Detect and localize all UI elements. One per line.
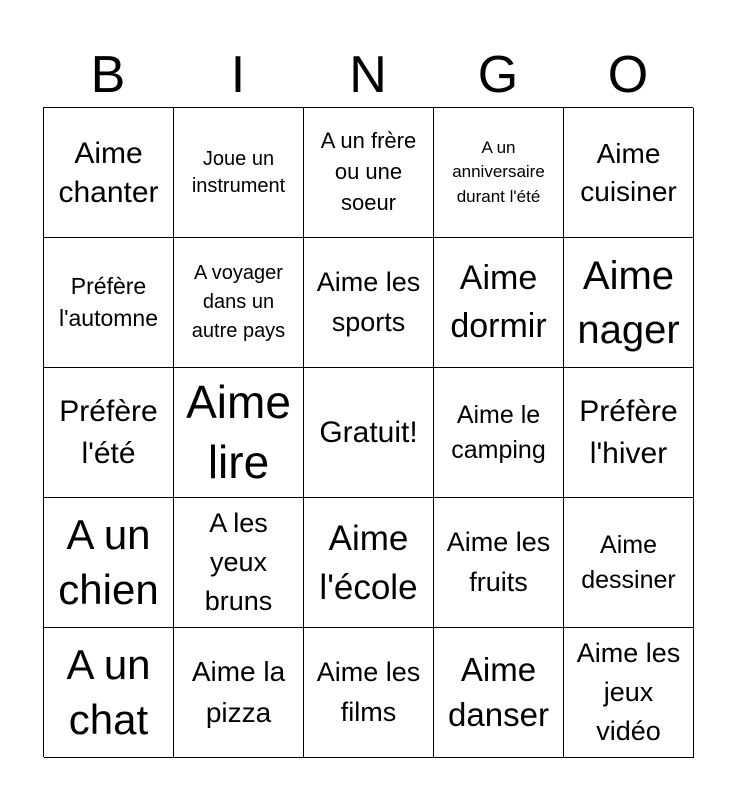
bingo-cell[interactable]: [434, 368, 564, 498]
bingo-cell-text: Gratuit!: [319, 416, 418, 449]
bingo-cell[interactable]: [304, 238, 434, 368]
bingo-cell[interactable]: [174, 628, 304, 758]
bingo-cell-text: A les yeux bruns: [204, 507, 273, 617]
bingo-cell[interactable]: [434, 628, 564, 758]
bingo-cell[interactable]: [434, 108, 564, 238]
bingo-cell-text: Aime lire: [186, 375, 291, 488]
bingo-cell[interactable]: [44, 498, 174, 628]
bingo-cell-text: Aime danser: [448, 650, 549, 733]
header-letter-n: N: [349, 46, 387, 104]
bingo-cell-text: Aime le camping: [451, 400, 546, 464]
bingo-cell[interactable]: [304, 108, 434, 238]
bingo-cell-text: Aime chanter: [58, 136, 159, 209]
header-letter-b: B: [90, 46, 126, 104]
bingo-cell[interactable]: [174, 238, 304, 368]
bingo-cell-text: Aime les jeux vidéo: [576, 637, 681, 747]
bingo-cell[interactable]: [174, 108, 304, 238]
header-letter-i: I: [230, 46, 246, 104]
bingo-grid: [43, 107, 693, 757]
bingo-cell[interactable]: [564, 108, 694, 238]
bingo-cell-text: Préfère l'été: [59, 394, 158, 470]
bingo-cell[interactable]: [174, 498, 304, 628]
bingo-cell-text: Préfère l'hiver: [579, 394, 678, 470]
bingo-header: [43, 44, 693, 106]
bingo-cell-text: Aime les sports: [316, 267, 421, 337]
bingo-cell[interactable]: [564, 238, 694, 368]
bingo-cell-text: Aime nager: [577, 253, 680, 352]
bingo-cell-text: Aime dessiner: [581, 530, 676, 594]
bingo-cell-text: Aime dormir: [450, 258, 547, 345]
bingo-cell-text: Aime les fruits: [446, 527, 551, 597]
bingo-cell-text: Aime l'école: [319, 518, 418, 607]
bingo-cell-text: A voyager dans un autre pays: [191, 262, 286, 342]
bingo-cell-text: Aime les films: [316, 657, 421, 727]
bingo-cell-text: A un anniversaire durant l'été: [452, 137, 545, 206]
bingo-cell[interactable]: [564, 368, 694, 498]
bingo-cell-text: Préfère l'automne: [58, 273, 158, 331]
bingo-cell[interactable]: [434, 238, 564, 368]
header-letter-o: O: [607, 46, 649, 104]
bingo-cell-text: A un frère ou une soeur: [320, 128, 417, 215]
bingo-cell-text: Joue un instrument: [191, 147, 286, 197]
bingo-cell[interactable]: [174, 368, 304, 498]
bingo-cell[interactable]: [304, 628, 434, 758]
bingo-cell[interactable]: [434, 498, 564, 628]
bingo-cell-text: Aime la pizza: [191, 655, 286, 728]
bingo-cell[interactable]: [44, 368, 174, 498]
bingo-cell-text: Aime cuisiner: [580, 137, 677, 207]
bingo-cell-text: A un chat: [66, 640, 151, 743]
bingo-cell[interactable]: [44, 108, 174, 238]
bingo-cell[interactable]: [564, 628, 694, 758]
bingo-cell[interactable]: [564, 498, 694, 628]
header-letter-g: G: [477, 46, 519, 104]
bingo-cell[interactable]: [44, 238, 174, 368]
bingo-cell[interactable]: [304, 498, 434, 628]
bingo-cell[interactable]: [304, 368, 434, 498]
bingo-cell-text: A un chien: [58, 510, 159, 613]
bingo-cell[interactable]: [44, 628, 174, 758]
